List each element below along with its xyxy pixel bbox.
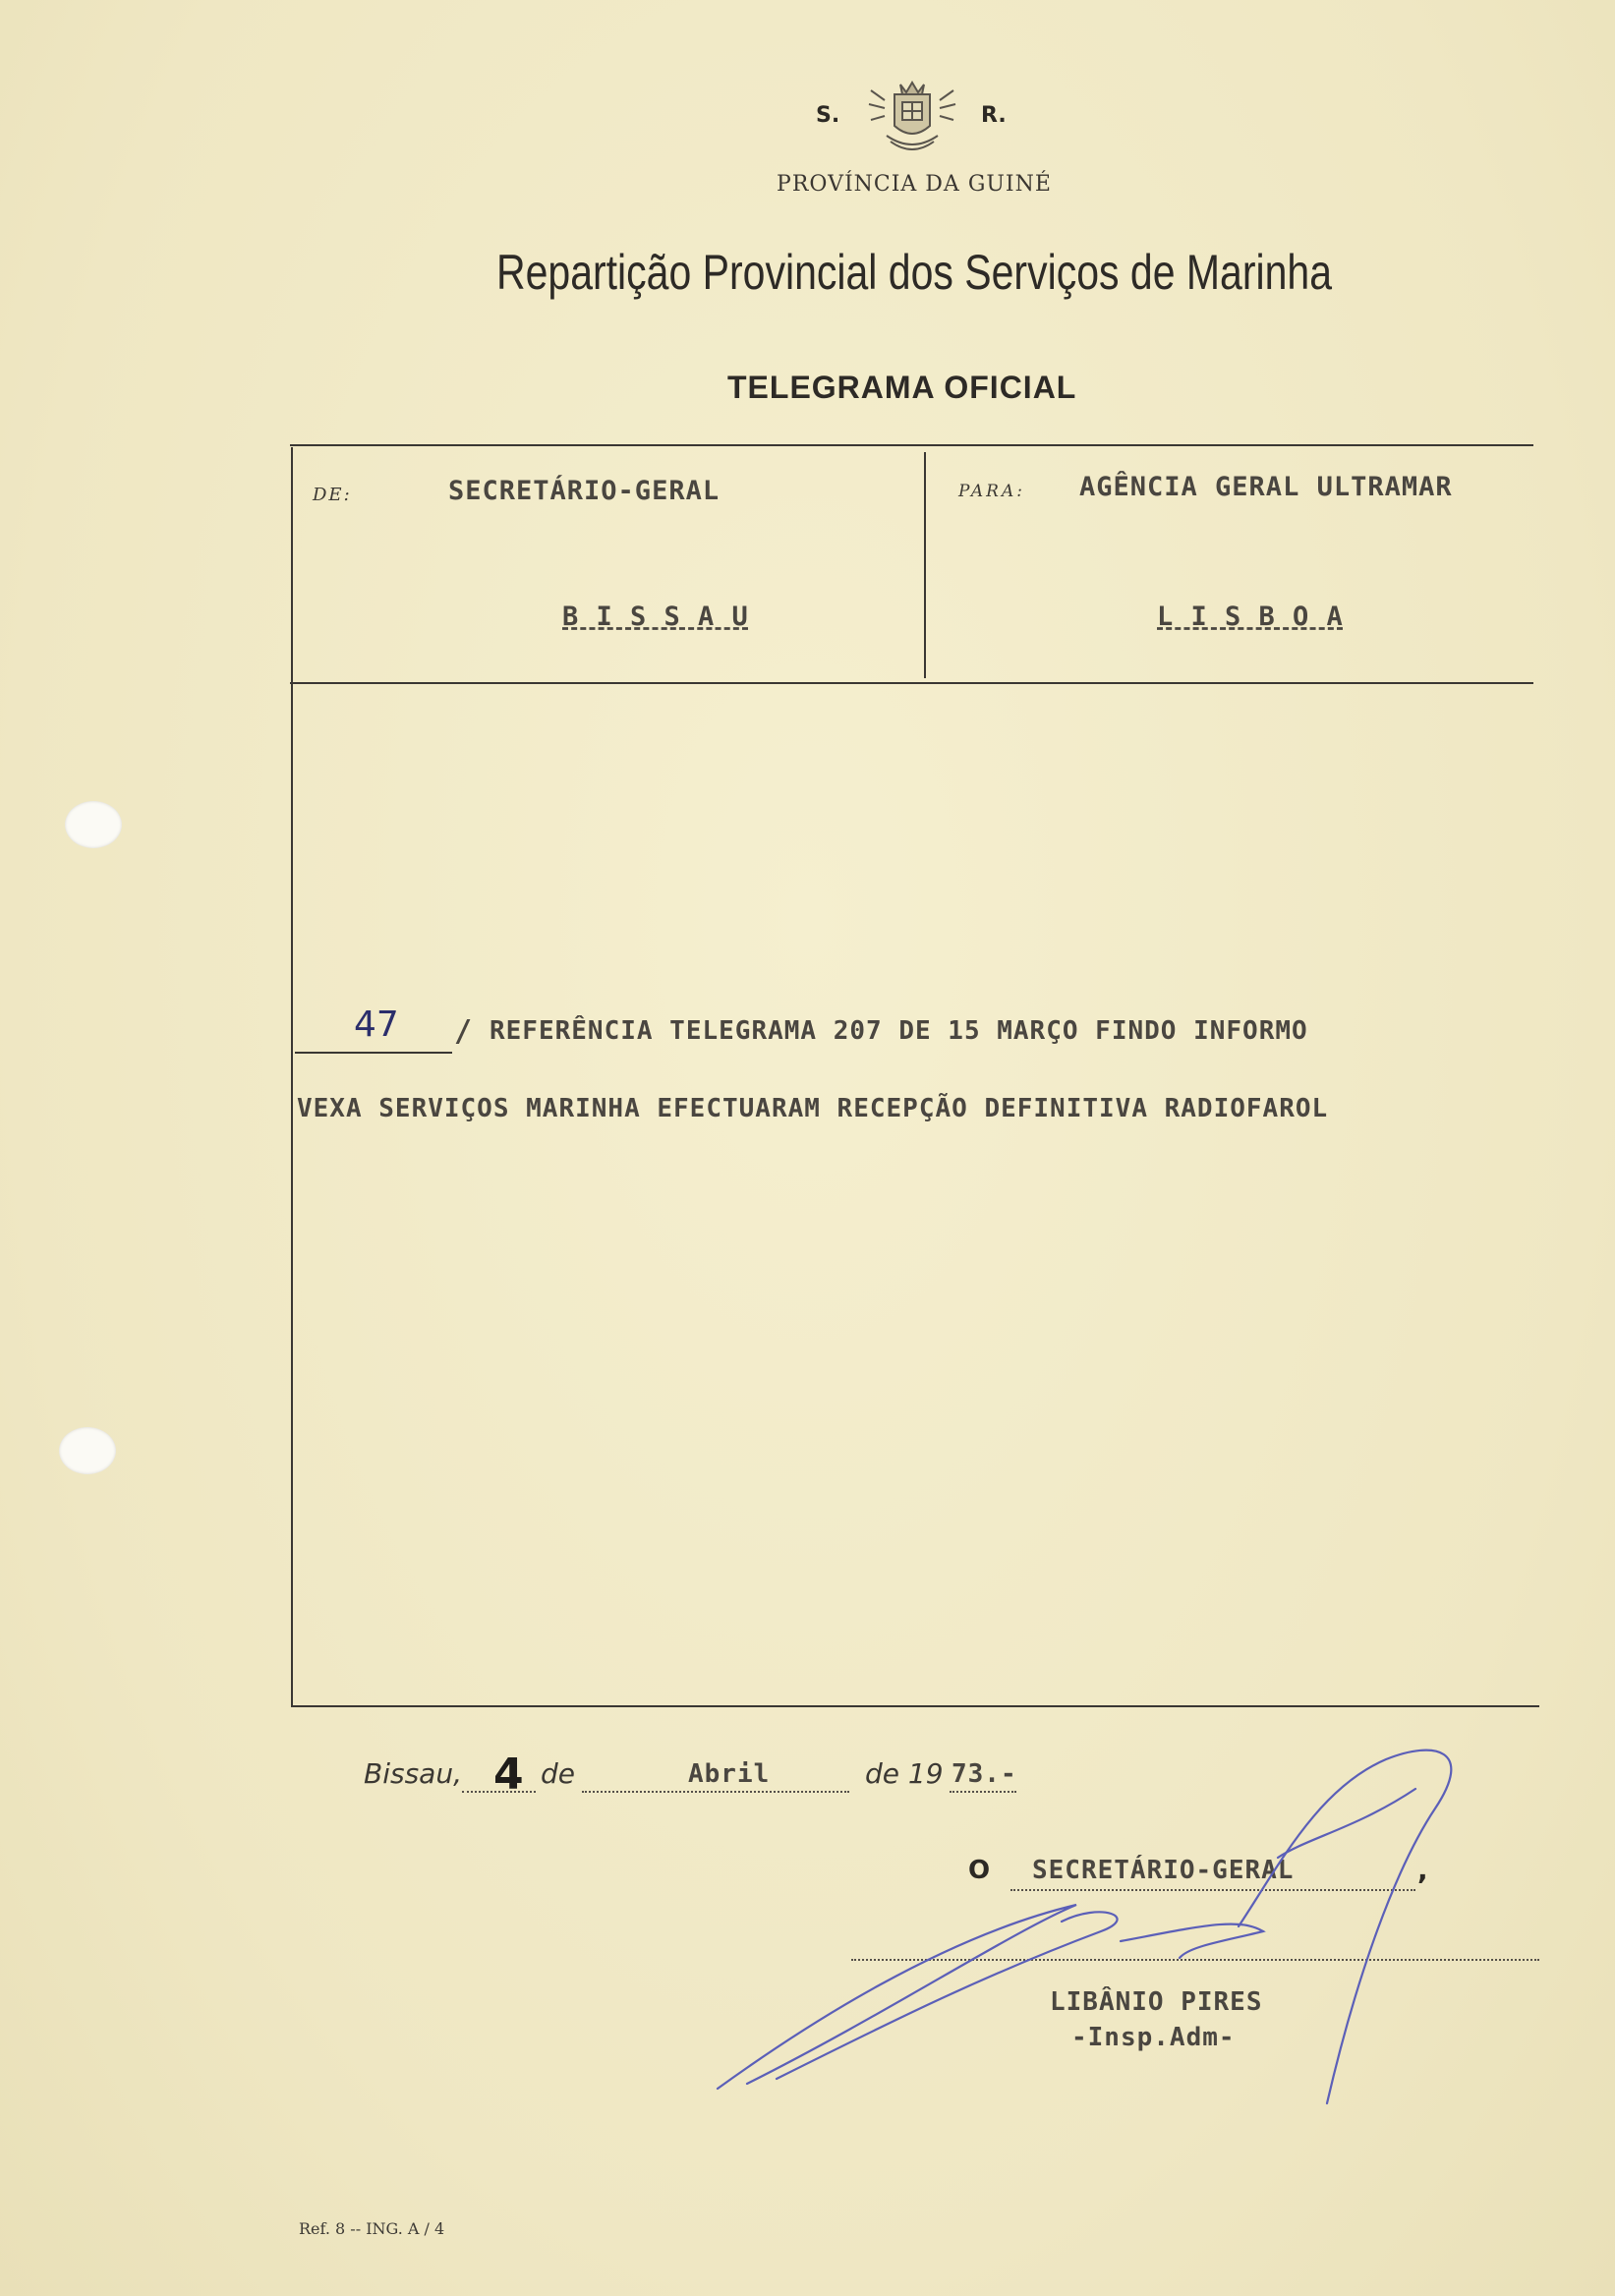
date-de-2: de 19 bbox=[865, 1757, 944, 1790]
date-month: Abril bbox=[688, 1759, 771, 1789]
signature-prefix: O bbox=[968, 1856, 991, 1885]
handwritten-signature bbox=[688, 1730, 1494, 2123]
to-label: PARA: bbox=[958, 482, 1025, 501]
address-box-top-line bbox=[290, 444, 1533, 446]
footer-reference: Ref. 8 -- ING. A / 4 bbox=[299, 2219, 445, 2238]
header-right-letter: R. bbox=[981, 103, 1007, 128]
message-line-2: VEXA SERVIÇOS MARINHA EFECTUARAM RECEPÇÃO DEFINITIVA RADIOFAROL bbox=[297, 1094, 1329, 1123]
date-day: 4 bbox=[493, 1750, 524, 1800]
message-separator: / bbox=[454, 1014, 474, 1049]
message-number: 47 bbox=[354, 1004, 399, 1045]
punch-hole-top bbox=[65, 801, 122, 848]
punch-hole-bottom bbox=[59, 1427, 116, 1474]
department-title: Repartição Provincial dos Serviços de Marinha bbox=[496, 245, 1333, 300]
coat-of-arms-icon bbox=[865, 81, 959, 155]
from-name: SECRETÁRIO-GERAL bbox=[448, 476, 721, 506]
date-de-1: de bbox=[541, 1757, 575, 1790]
signature-comma: , bbox=[1417, 1854, 1428, 1886]
from-city: B I S S A U bbox=[562, 602, 749, 632]
signature-title: SECRETÁRIO-GERAL bbox=[1032, 1856, 1295, 1885]
to-city: L I S B O A bbox=[1157, 602, 1344, 632]
signatory-rank: -Insp.Adm- bbox=[1071, 2023, 1236, 2052]
message-box-bottom-line bbox=[293, 1705, 1539, 1707]
to-name: AGÊNCIA GERAL ULTRAMAR bbox=[1079, 472, 1453, 502]
from-label: DE: bbox=[313, 485, 352, 505]
province-title: PROVÍNCIA DA GUINÉ bbox=[777, 172, 1052, 197]
header-left-letter: S. bbox=[816, 103, 840, 128]
address-box-divider bbox=[924, 452, 926, 678]
signatory-name: LIBÂNIO PIRES bbox=[1050, 1987, 1263, 2017]
message-line-1: REFERÊNCIA TELEGRAMA 207 DE 15 MARÇO FINDO INFORMO bbox=[490, 1016, 1308, 1046]
date-year: 73.- bbox=[952, 1759, 1017, 1789]
message-number-underline bbox=[295, 1052, 452, 1054]
document-type: TELEGRAMA OFICIAL bbox=[727, 370, 1077, 405]
address-box-bottom-line bbox=[290, 682, 1533, 684]
date-place: Bissau, bbox=[364, 1757, 462, 1790]
form-left-border bbox=[291, 447, 293, 1707]
